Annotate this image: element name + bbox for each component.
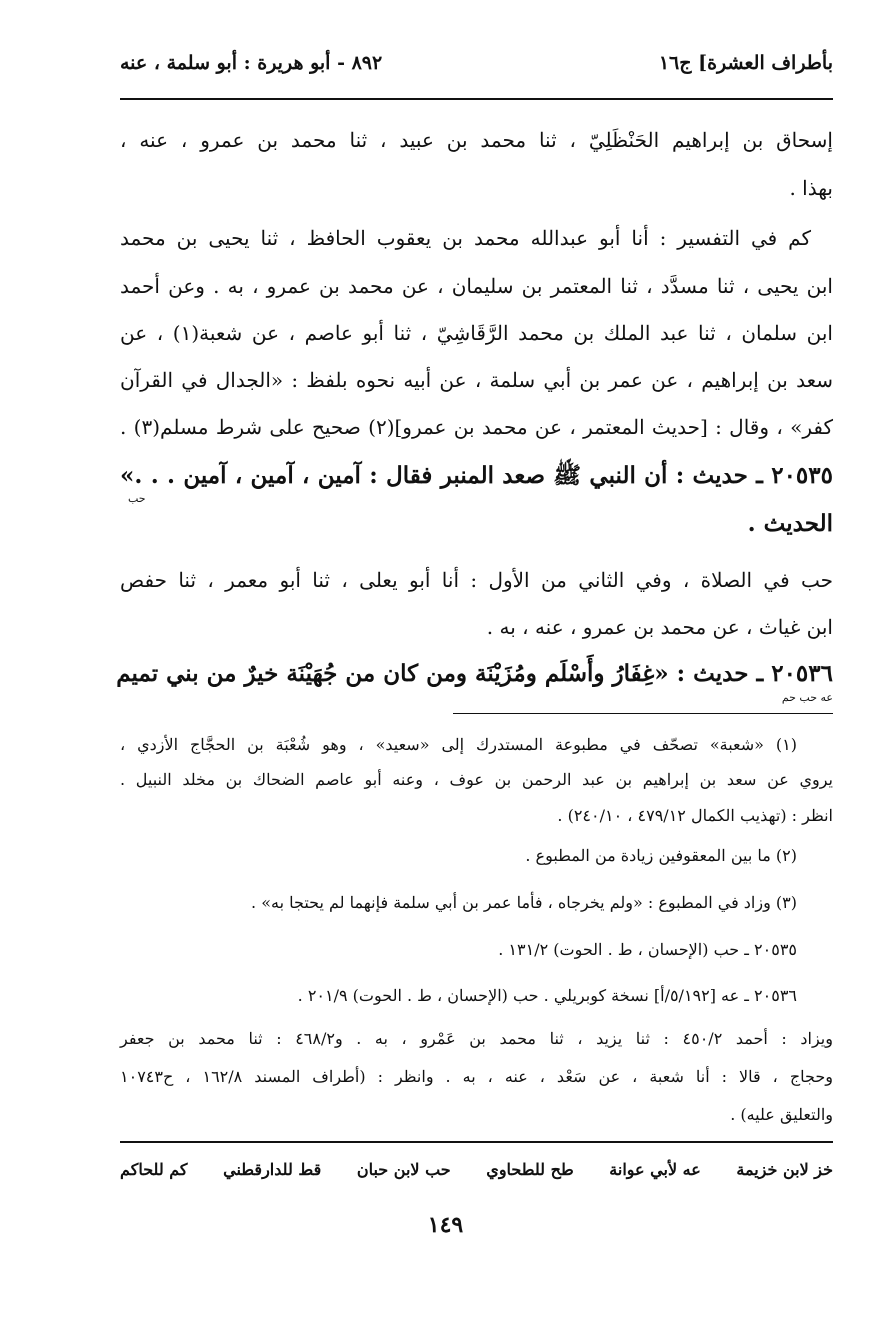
source-codes-20536: عه حب حم	[781, 691, 833, 704]
footnote-line: (١) «شعبة» تصحّف في مطبوعة المستدرك إلى «سعيد» ، وهو شُعْبَة بن الحجَّاج الأزدي ،	[120, 735, 797, 754]
body-line: بهذا .	[789, 176, 833, 200]
section-title: ٨٩٢ - أبو هريرة : أبو سلمة ، عنه	[120, 52, 383, 74]
footnote-line: يروي عن سعد بن إبراهيم بن عبد الرحمن بن عوف ، وعنه أبو عاصم الضحاك بن مخلد النبيل .	[120, 770, 833, 789]
legend-item: خز لابن خزيمة	[736, 1160, 833, 1179]
header-rule	[120, 98, 833, 100]
footnote-line: ٢٠٥٣٥ ـ حب (الإحسان ، ط . الحوت) ١٣١/٢ .	[498, 940, 797, 959]
footnote-line: (٣) وزاد في المطبوع : «ولم يخرجاه ، فأما عمر بن أبي سلمة فإنهما لم يحتجا به» .	[251, 893, 797, 912]
body-line: ابن يحيى ، ثنا مسدَّد ، ثنا المعتمر بن سليمان ، عن محمد بن عمرو ، به . وعن أحمد	[120, 274, 833, 298]
footnote-line: والتعليق عليه) .	[730, 1105, 833, 1124]
footnote-line: (٢) ما بين المعقوفين زيادة من المطبوع .	[525, 846, 797, 865]
source-code-20535: حب	[128, 492, 146, 505]
footnote-line: ٢٠٥٣٦ ـ عه [٥/١٩٢/أ] نسخة كوبريلي . حب (الإحسان ، ط . الحوت) ٢٠١/٩ .	[297, 986, 797, 1005]
body-line: حب في الصلاة ، وفي الثاني من الأول : أنا أبو يعلى ، ثنا أبو معمر ، ثنا حفص	[120, 568, 833, 592]
body-line: كم في التفسير : أنا أبو عبدالله محمد بن يعقوب الحافظ ، ثنا يحيى بن محمد	[120, 226, 811, 250]
legend-rule	[120, 1141, 833, 1143]
abbreviation-legend	[120, 1160, 833, 1179]
footnote-rule	[453, 713, 833, 714]
legend-item: طح للطحاوي	[486, 1160, 574, 1179]
footnote-line: وحجاج ، قالا : أنا شعبة ، عن سَعْد ، عنه ، به . وانظر : (أطراف المسند ١٦٢/٨ ، ح١٠٧٤٣	[120, 1067, 833, 1086]
legend-item: كم للحاكم	[120, 1160, 188, 1179]
footnote-line: ويزاد : أحمد ٤٥٠/٢ : ثنا يزيد ، ثنا محمد بن عَمْرو ، به . و٤٦٨/٢ : ثنا محمد بن جعفر	[120, 1029, 833, 1048]
hadith-heading-20535: ٢٠٥٣٥ ـ حديث : أن النبي ﷺ صعد المنبر فقال : آمين ، آمين ، آمين . . .»	[120, 462, 833, 489]
body-line: ابن سلمان ، ثنا عبد الملك بن محمد الرَّقَاشِيّ ، ثنا أبو عاصم ، عن شعبة(١) ، عن	[120, 321, 833, 345]
footnote-line: انظر : (تهذيب الكمال ٤٧٩/١٢ ، ٢٤٠/١٠) .	[557, 806, 833, 825]
legend-item: عه لأبي عوانة	[609, 1160, 701, 1179]
body-line: سعد بن إبراهيم ، عن عمر بن أبي سلمة ، عن أبيه نحوه بلفظ : «الجدال في القرآن	[120, 368, 833, 392]
body-line: إسحاق بن إبراهيم الحَنْظَلِيّ ، ثنا محمد بن عبيد ، ثنا محمد بن عمرو ، عنه ،	[120, 128, 833, 152]
legend-item: قط للدارقطني	[223, 1160, 322, 1179]
legend-item: حب لابن حبان	[356, 1160, 451, 1179]
hadith-heading-20536: ٢٠٥٣٦ ـ حديث : «غِفَارُ وأَسْلَم ومُزَيْنَة ومن كان من جُهَيْنَة خيرٌ من بني تميم	[116, 660, 833, 687]
body-line: ابن غياث ، عن محمد بن عمرو ، عنه ، به .	[486, 615, 833, 639]
body-line: كفر» ، وقال : [حديث المعتمر ، عن محمد بن عمرو](٢) صحيح على شرط مسلم(٣) .	[120, 415, 833, 439]
hadith-continuation: الحديث .	[747, 510, 833, 537]
page-number: ١٤٩	[427, 1212, 464, 1238]
running-title: بأطراف العشرة] ج١٦	[658, 52, 833, 74]
